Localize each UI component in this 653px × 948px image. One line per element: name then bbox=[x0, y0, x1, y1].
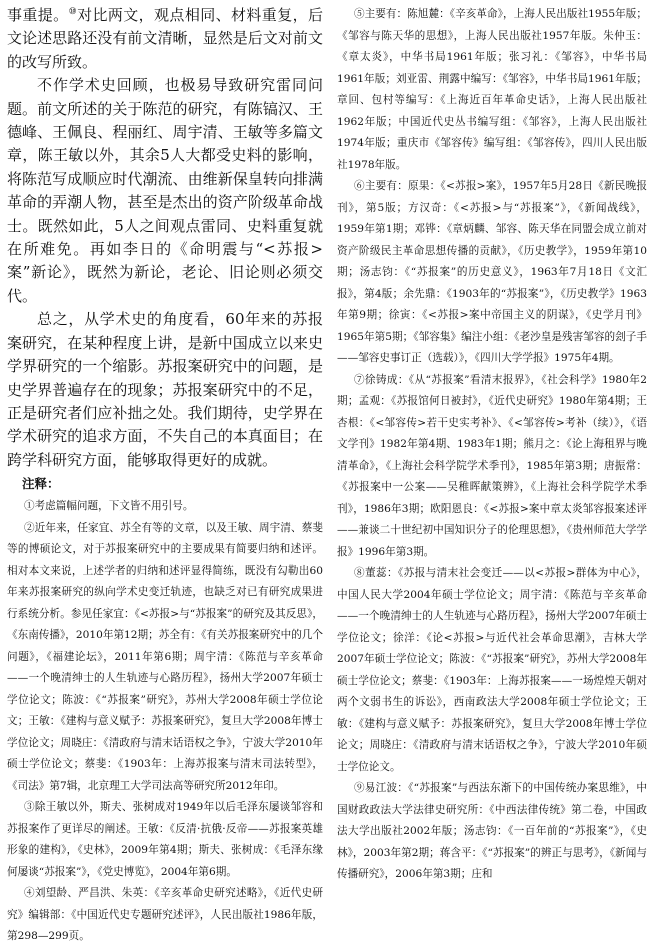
footnote-reference-mark: ⑩ bbox=[68, 7, 78, 17]
body-paragraph: 总之，从学术史的角度看，60年来的苏报案研究，在某种程度上讲，是新中国成立以来史学界研究的一个缩影。苏报案研究中的问题，是史学界普遍存在的现象；苏报案研究中的不足，正是研究者们应补拙之处。我们期待，史学界在学术研究的追求方面，不失自己的本真面目；在跨学科研究方面，能够取得更好的成就。 bbox=[7, 310, 323, 469]
footnote: ⑧董蕊：《苏报与清末社会变迁——以<苏报>群体为中心》，中国人民大学2004年硕士学位论文；周宇清：《陈范与辛亥革命——一个晚清绅士的人生轨迹与心路历程》，扬州大学2007年硕士学位论文；徐洋：《论<苏报>与近代社会革命思潮》，吉林大学2007年硕士学位论文；陈波：《“苏报案”研究》，苏州大学2008年硕士学位论文；蔡斐：《1903年：上海苏报案——一场煌煌天朝对两个文弱书生的诉讼》，西南政法大学2008年硕士学位论文；王敏：《建构与意义赋予：苏报案研究》，复旦大学2008年博士学位论文；周晓庄：《清政府与清末话语权之争》，宁波大学2010年硕士学位论文。 bbox=[337, 567, 647, 773]
body-paragraph: 不作学术史回顾，也极易导致研究雷同问题。前文所述的关于陈范的研究，有陈镐汉、王德峰、王佩良、程丽红、周宇清、王敏等多篇文章，陈王敏以外，其余5人大都受史料的影响，将陈范写成顺应时代潮流、由维新保皇转向排满革命的弄潮人物，甚至是杰出的资产阶级革命战士。既然如此，5人之间观点雷同、史料重复就在所难免。再如李日的《命明震与“<苏报>案”新论》，既然为新论，老论、旧论则必须交代。 bbox=[7, 76, 323, 305]
footnote: ⑦徐铸成：《从“苏报案”看清末报界》，《社会科学》1980年2期；孟观：《苏报馆何日被封》，《近代史研究》1980年第4期；王杏根：《<邹容传>若干史实考补》、《<邹容传>考补（续）》，《语文学刊》1982年第4期、1983年1期；熊月之：《论上海租界与晚清革命》，《上海社会科学院学术季刊》，1985年第3期；唐振常：《苏报案中一公案——吴稚晖献策辨》，《上海社会科学院学术季刊》，1986年3期；欧阳恩良：《<苏报>案中章太炎邹容报案述评——兼谈二十世纪初中国知识分子的伦理思想》，《贵州师范大学学报》1996年第3期。 bbox=[337, 373, 647, 558]
footnote: ⑥主要有：原果：《<苏报>案》，1957年5月28日《新民晚报刊》，第5版；方汉奇：《<苏报>与“苏报案”》，《新闻战线》，1959年第1期；邓铧：《章炳麟、邹容、陈天华在同盟会成立前对资产阶级民主革命思想传播的贡献》，《历史教学》，1959年第10期；汤志钧：《“苏报案”的历史意义》，1963年7月18日《文汇报》，第4版；余先鼎：《1903年的“苏报案”》，《历史教学》1963年第9期；徐寅：《<苏报>案中帝国主义的阴谋》，《史学月刊》1965年第5期；《邹容集》编注小组：《老沙皇是残害邹容的刽子手——邹容史事订正（选载）》，《四川大学学报》1975年4期。 bbox=[337, 180, 647, 364]
notes-heading: 注释： bbox=[22, 476, 60, 492]
footnote: ③除王敏以外，斯夫、张树成对1949年以后毛泽东屡谈邹容和苏报案作了更详尽的阐述。王敏：《反清·抗俄·反帝——苏报案英雄形象的建构》，《史林》，2009年第4期；斯夫、张树成：《毛泽东缘何屡谈“苏报案”》，《党史博览》，2004年第6期。 bbox=[7, 801, 323, 878]
right-column bbox=[329, 4, 647, 883]
body-paragraph-start: 事重提。 bbox=[7, 6, 69, 24]
footnote: ⑨易江波：《“苏报案”与西法东渐下的中国传统办案思维》，中国财政政法大学法律史研究所：《中西法律传统》第二卷，中国政法大学出版社2002年版；汤志钧：《一百年前的“苏报案”》，《史林》，2003年第2期；蒋含平：《“苏报案”的辨正与思考》，《新闻与传播研究》，2006年第3期；庄和 bbox=[337, 782, 647, 880]
footnote: ①考虑篇幅问题，下文皆不用引号。 bbox=[23, 500, 194, 513]
left-column bbox=[7, 4, 329, 943]
footnote: ②近年来，任家宜、苏全有等的文章，以及王敏、周宇清、蔡斐等的博硕论文，对于苏报案研究中的主要成果有简要归纳和述评。相对本文来说，上述学者的归纳和述评显得简练，既没有勾勒出60年来苏报案研究的纵向学术史变迁轨迹，也缺乏对已有研究成果进行系统分析。参见任家宜：《<苏报>与“苏报案”的研究及其反思》，《东南传播》，2010年第12期；苏全有：《有关苏报案研究中的几个问题》，《福建论坛》，2011年第6期；周宇清：《陈范与辛亥革命——一个晚清绅士的人生轨迹与心路历程》，扬州大学2007年硕士学位论文；陈波：《“苏报案”研究》，苏州大学2008年硕士学位论文；王敏：《建构与意义赋予：苏报案研究》，复旦大学2008年博士学位论文；周晓庄：《清政府与清末话语权之争》，宁波大学2010年硕士学位论文；蔡斐：《1903年：上海苏报案与清末司法转型》，《司法》第7辑，北京理工大学司法高等研究所2012年印。 bbox=[7, 521, 323, 792]
footnote: ⑤主要有：陈旭麓：《辛亥革命》，上海人民出版社1955年版；《邹容与陈天华的思想》，上海人民出版社1957年版。朱仲玉：《章太炎》，中华书局1961年版；张习礼：《邹容》，中华书局1961年版；刘亚雷、荆露中编写：《邹容》，中华书局1961年版；章回、包村等编写：《上海近百年革命史话》，上海人民出版社1962年版；中国近代史丛书编写组：《邹容》，上海人民出版社1974年版；重庆市《邹容传》编写组：《邹容传》，四川人民出版社1978年版。 bbox=[337, 8, 647, 171]
body-paragraph-continued bbox=[7, 4, 323, 74]
body-paragraph-rest: 对比两文，观点相同、材料重复，后文论述思路还没有前文清晰，显然是后文对前文的改写所致。 bbox=[7, 6, 323, 71]
footnote: ④刘望龄、严昌洪、朱英：《辛亥革命史研究述略》，《近代史研究》编辑部：《中国近代史专题研究述评》，人民出版社1986年版，第298—299页。 bbox=[7, 887, 323, 943]
